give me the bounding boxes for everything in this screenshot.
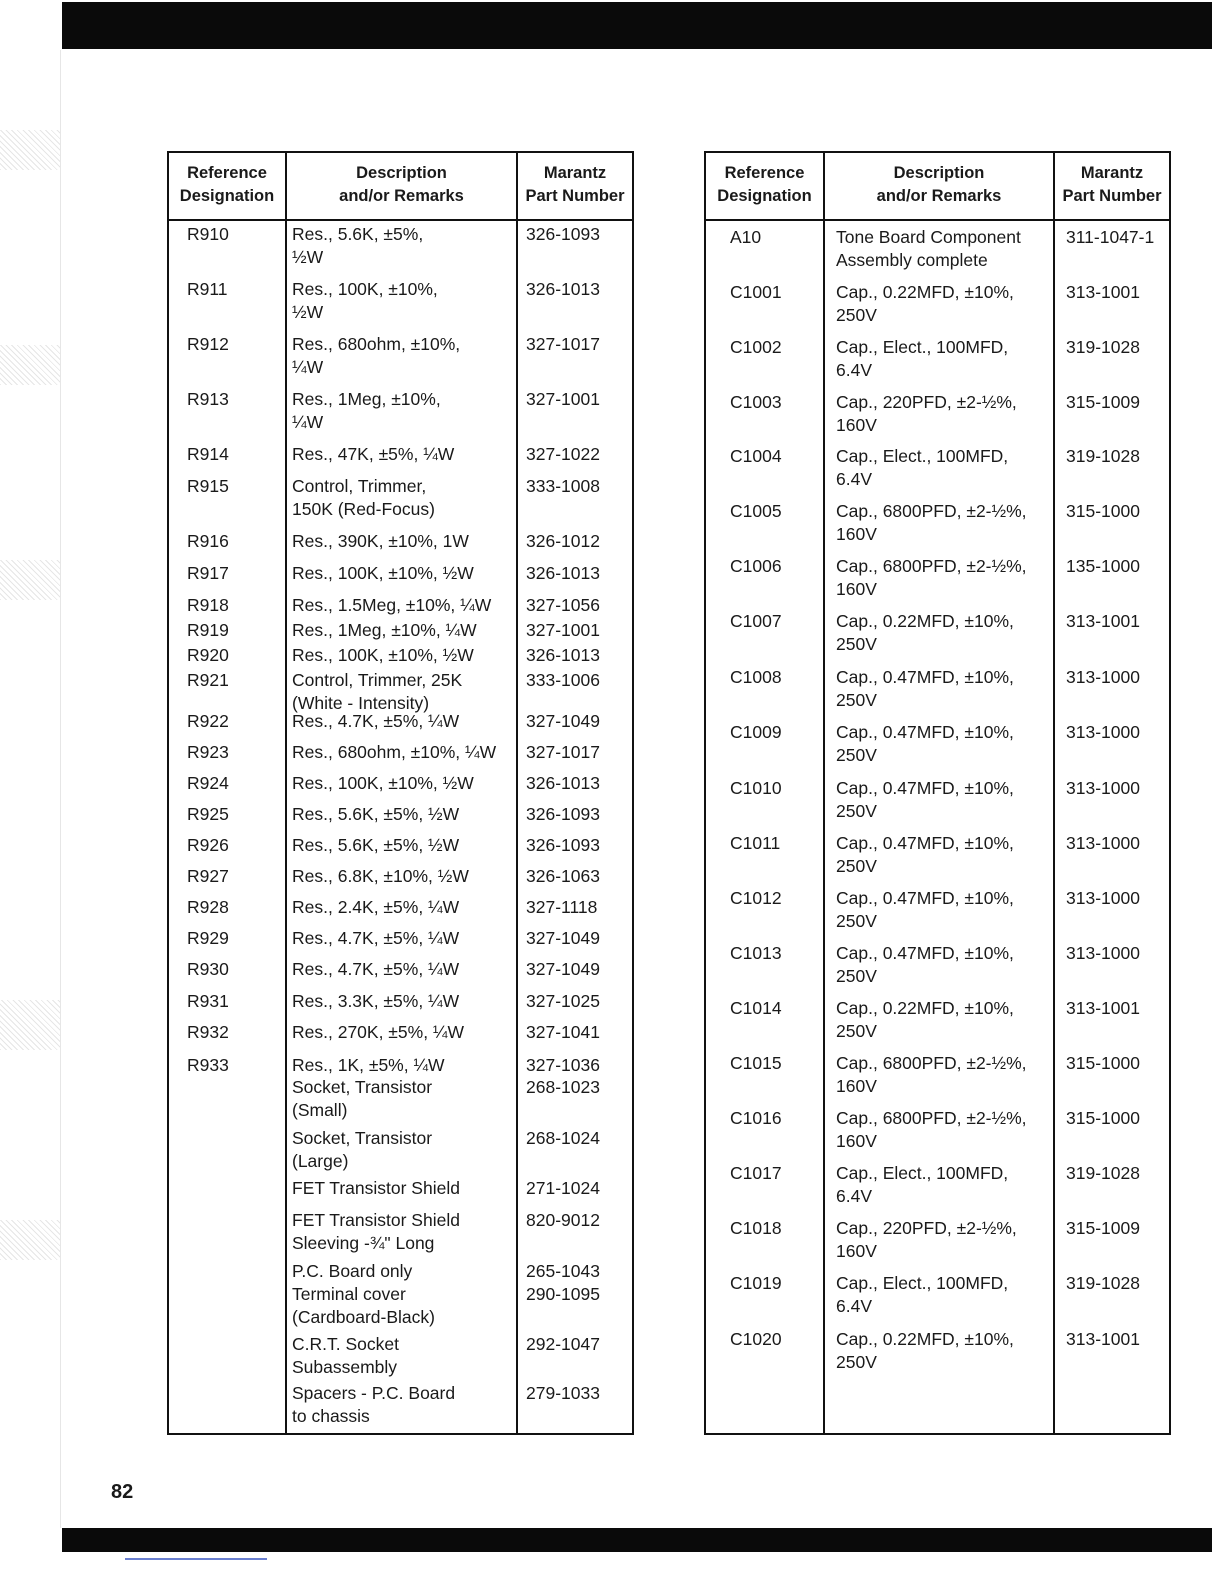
header-divider bbox=[169, 219, 632, 221]
description bbox=[292, 1054, 445, 1077]
part-number: 313-1000 bbox=[1066, 722, 1140, 742]
reference-designation: C1002 bbox=[730, 337, 782, 357]
header-text: and/or Remarks bbox=[339, 187, 464, 205]
description-line: Tone Board Component bbox=[836, 227, 1021, 247]
part-number: 313-1001 bbox=[1066, 998, 1140, 1018]
part-number: 820-9012 bbox=[526, 1210, 600, 1230]
part-number: 313-1001 bbox=[1066, 1329, 1140, 1349]
description bbox=[836, 1162, 1008, 1208]
description-line: Sleeving -¾" Long bbox=[292, 1233, 435, 1253]
description-line: Res., 100K, ±10%, bbox=[292, 279, 438, 299]
description-line: Res., 4.7K, ±5%, ¼W bbox=[292, 928, 460, 948]
header-text: Designation bbox=[179, 187, 275, 205]
description-line: (Small) bbox=[292, 1100, 348, 1120]
reference-designation: R926 bbox=[187, 835, 229, 855]
page-number: 82 bbox=[111, 1481, 134, 1503]
description-line: ½W bbox=[292, 247, 324, 267]
part-number: 327-1041 bbox=[526, 1022, 600, 1042]
left-margin-line bbox=[60, 50, 61, 1528]
description-line: Cap., 0.22MFD, ±10%, bbox=[836, 282, 1014, 302]
description-line: 160V bbox=[836, 1131, 877, 1151]
part-number: 333-1008 bbox=[526, 476, 600, 496]
description-line: Res., 270K, ±5%, ¼W bbox=[292, 1022, 465, 1042]
description-line: Res., 1.5Meg, ±10%, ¼W bbox=[292, 595, 492, 615]
part-number: 327-1049 bbox=[526, 928, 600, 948]
reference-designation: R914 bbox=[187, 444, 229, 464]
description bbox=[836, 887, 1014, 933]
description bbox=[836, 336, 1008, 382]
description-line: 250V bbox=[836, 856, 877, 876]
description bbox=[836, 281, 1014, 327]
reference-designation: R911 bbox=[187, 279, 228, 299]
description-line: Res., 390K, ±10%, 1W bbox=[292, 531, 469, 551]
description bbox=[292, 927, 459, 950]
part-number: 315-1009 bbox=[1066, 392, 1140, 412]
header-part-number bbox=[1055, 153, 1169, 217]
part-number: 313-1000 bbox=[1066, 888, 1140, 908]
part-number: 313-1000 bbox=[1066, 833, 1140, 853]
description bbox=[292, 443, 454, 466]
reference-designation: R932 bbox=[187, 1022, 229, 1042]
description-line: Socket, Transistor bbox=[292, 1128, 433, 1148]
reference-designation: R910 bbox=[187, 224, 229, 244]
description bbox=[292, 710, 459, 733]
header-description bbox=[825, 153, 1053, 217]
description bbox=[836, 1107, 1027, 1153]
reference-designation: C1017 bbox=[730, 1163, 782, 1183]
reference-designation: R919 bbox=[187, 620, 229, 640]
reference-designation: C1004 bbox=[730, 446, 782, 466]
header-text: Description bbox=[893, 164, 985, 182]
part-number: 327-1001 bbox=[526, 389, 600, 409]
description-line: Res., 5.6K, ±5%, ½W bbox=[292, 804, 460, 824]
part-number: 290-1095 bbox=[526, 1284, 600, 1304]
header-reference-designation bbox=[169, 153, 285, 217]
header-text: Designation bbox=[717, 187, 812, 205]
reference-designation: R921 bbox=[187, 670, 229, 690]
description-line: Terminal cover bbox=[292, 1284, 406, 1304]
reference-designation: R929 bbox=[187, 928, 229, 948]
column-divider bbox=[516, 153, 518, 1433]
part-number: 327-1049 bbox=[526, 959, 600, 979]
description bbox=[292, 475, 435, 521]
bottom-black-bar bbox=[62, 1528, 1212, 1552]
description-line: Res., 680ohm, ±10%, bbox=[292, 334, 461, 354]
description bbox=[292, 278, 438, 324]
description bbox=[292, 772, 474, 795]
description-line: 250V bbox=[836, 911, 877, 931]
description bbox=[292, 562, 474, 585]
part-number: 327-1017 bbox=[526, 742, 600, 762]
part-number: 327-1056 bbox=[526, 595, 600, 615]
reference-designation: C1006 bbox=[730, 556, 782, 576]
description bbox=[292, 333, 460, 379]
part-number: 326-1093 bbox=[526, 224, 600, 244]
reference-designation: C1001 bbox=[730, 282, 782, 302]
reference-designation: A10 bbox=[730, 227, 762, 247]
description-line: 160V bbox=[836, 1241, 877, 1261]
description-line: 160V bbox=[836, 524, 877, 544]
reference-designation: C1003 bbox=[730, 392, 782, 412]
description bbox=[836, 721, 1014, 767]
part-number: 319-1028 bbox=[1066, 337, 1140, 357]
scan-speckle bbox=[0, 1220, 60, 1260]
description-line: FET Transistor Shield bbox=[292, 1178, 460, 1198]
description-line: Res., 4.7K, ±5%, ¼W bbox=[292, 711, 460, 731]
description-line: Cap., 6800PFD, ±2-½%, bbox=[836, 501, 1027, 521]
description-line: Res., 100K, ±10%, ½W bbox=[292, 563, 474, 583]
description-line: Cap., 0.47MFD, ±10%, bbox=[836, 778, 1014, 798]
part-number: 268-1024 bbox=[526, 1128, 600, 1148]
description-line: Res., 1K, ±5%, ¼W bbox=[292, 1055, 445, 1075]
description-line: Subassembly bbox=[292, 1357, 398, 1377]
description bbox=[292, 223, 423, 269]
description-line: Cap., 0.47MFD, ±10%, bbox=[836, 943, 1014, 963]
reference-designation: R931 bbox=[187, 991, 229, 1011]
description-line: 6.4V bbox=[836, 360, 872, 380]
description-line: 6.4V bbox=[836, 469, 872, 489]
parts-table-left bbox=[167, 151, 634, 1435]
description bbox=[292, 1260, 412, 1283]
part-number: 326-1012 bbox=[526, 531, 600, 551]
description bbox=[836, 445, 1008, 491]
description-line: Cap., 6800PFD, ±2-½%, bbox=[836, 1053, 1027, 1073]
description bbox=[292, 1382, 455, 1428]
part-number: 315-1000 bbox=[1066, 1053, 1140, 1073]
description-line: Cap., 6800PFD, ±2-½%, bbox=[836, 1108, 1027, 1128]
description-line: 250V bbox=[836, 634, 877, 654]
description-line: Cap., 0.47MFD, ±10%, bbox=[836, 722, 1014, 742]
description-line: 160V bbox=[836, 415, 877, 435]
part-number: 327-1036 bbox=[526, 1055, 600, 1075]
description-line: ¼W bbox=[292, 412, 324, 432]
description-line: Cap., Elect., 100MFD, bbox=[836, 446, 1009, 466]
description-line: Assembly complete bbox=[836, 250, 988, 270]
description bbox=[836, 777, 1014, 823]
reference-designation: C1015 bbox=[730, 1053, 782, 1073]
header-text: Marantz bbox=[1080, 164, 1144, 182]
reference-designation: R913 bbox=[187, 389, 229, 409]
description bbox=[292, 594, 491, 617]
parts-table-right bbox=[704, 151, 1171, 1435]
column-divider bbox=[1053, 153, 1055, 1433]
reference-designation: C1019 bbox=[730, 1273, 782, 1293]
description-line: Cap., 0.22MFD, ±10%, bbox=[836, 611, 1014, 631]
description-line: Res., 3.3K, ±5%, ¼W bbox=[292, 991, 460, 1011]
part-number: 319-1028 bbox=[1066, 446, 1140, 466]
header-reference-designation bbox=[706, 153, 823, 217]
part-number: 311-1047-1 bbox=[1066, 227, 1155, 247]
reference-designation: R930 bbox=[187, 959, 229, 979]
description-line: Cap., Elect., 100MFD, bbox=[836, 337, 1009, 357]
part-number: 135-1000 bbox=[1066, 556, 1140, 576]
description-line: Cap., Elect., 100MFD, bbox=[836, 1163, 1009, 1183]
column-divider bbox=[823, 153, 825, 1433]
description-line: Cap., 0.47MFD, ±10%, bbox=[836, 888, 1014, 908]
reference-designation: R918 bbox=[187, 595, 229, 615]
reference-designation: R925 bbox=[187, 804, 229, 824]
description-line: Cap., 220PFD, ±2-½%, bbox=[836, 1218, 1017, 1238]
reference-designation: C1013 bbox=[730, 943, 782, 963]
description-line: 160V bbox=[836, 579, 877, 599]
part-number: 319-1028 bbox=[1066, 1273, 1140, 1293]
part-number: 313-1001 bbox=[1066, 282, 1140, 302]
description bbox=[292, 1177, 460, 1200]
description-line: Res., 5.6K, ±5%, ½W bbox=[292, 835, 460, 855]
reference-designation: C1018 bbox=[730, 1218, 782, 1238]
part-number: 327-1017 bbox=[526, 334, 600, 354]
reference-designation: C1012 bbox=[730, 888, 782, 908]
description bbox=[836, 1328, 1014, 1374]
scan-speckle bbox=[0, 345, 60, 385]
reference-designation: C1010 bbox=[730, 778, 782, 798]
description bbox=[292, 388, 441, 434]
description-line: Res., 100K, ±10%, ½W bbox=[292, 773, 474, 793]
part-number: 315-1009 bbox=[1066, 1218, 1140, 1238]
column-divider bbox=[285, 153, 287, 1433]
description-line: Res., 2.4K, ±5%, ¼W bbox=[292, 897, 460, 917]
description bbox=[292, 1021, 464, 1044]
part-number: 315-1000 bbox=[1066, 501, 1140, 521]
reference-designation: R922 bbox=[187, 711, 229, 731]
description bbox=[836, 997, 1014, 1043]
description-line: 150K (Red-Focus) bbox=[292, 499, 435, 519]
part-number: 279-1033 bbox=[526, 1383, 600, 1403]
description bbox=[836, 226, 1021, 272]
description bbox=[836, 832, 1014, 878]
part-number: 326-1013 bbox=[526, 279, 600, 299]
description bbox=[292, 669, 462, 715]
top-black-bar bbox=[62, 2, 1212, 49]
description-line: Res., 5.6K, ±5%, bbox=[292, 224, 424, 244]
description-line: to chassis bbox=[292, 1406, 370, 1426]
header-text: Marantz bbox=[543, 164, 607, 182]
reference-designation: C1016 bbox=[730, 1108, 782, 1128]
description bbox=[292, 1283, 435, 1329]
scan-speckle bbox=[0, 130, 60, 170]
description-line: Res., 47K, ±5%, ¼W bbox=[292, 444, 455, 464]
description bbox=[292, 530, 469, 553]
part-number: 313-1000 bbox=[1066, 778, 1140, 798]
reference-designation: R933 bbox=[187, 1055, 229, 1075]
description-line: Cap., Elect., 100MFD, bbox=[836, 1273, 1009, 1293]
header-description bbox=[287, 153, 516, 217]
part-number: 326-1093 bbox=[526, 804, 600, 824]
description-line: (Cardboard-Black) bbox=[292, 1307, 435, 1327]
description bbox=[836, 1217, 1017, 1263]
description-line: ½W bbox=[292, 302, 324, 322]
description-line: Res., 1Meg, ±10%, ¼W bbox=[292, 620, 477, 640]
description bbox=[292, 1076, 432, 1122]
part-number: 265-1043 bbox=[526, 1261, 600, 1281]
description bbox=[836, 942, 1014, 988]
description-line: 6.4V bbox=[836, 1296, 872, 1316]
header-text: Part Number bbox=[1062, 187, 1162, 205]
description-line: Cap., 6800PFD, ±2-½%, bbox=[836, 556, 1027, 576]
description-line: Control, Trimmer, bbox=[292, 476, 427, 496]
reference-designation: R912 bbox=[187, 334, 229, 354]
reference-designation: R920 bbox=[187, 645, 229, 665]
description bbox=[292, 865, 469, 888]
reference-designation: R917 bbox=[187, 563, 229, 583]
scan-speckle bbox=[0, 560, 60, 600]
part-number: 327-1049 bbox=[526, 711, 600, 731]
part-number: 333-1006 bbox=[526, 670, 600, 690]
description-line: 6.4V bbox=[836, 1186, 872, 1206]
description bbox=[836, 1272, 1008, 1318]
header-text: Reference bbox=[187, 164, 267, 182]
description-line: 250V bbox=[836, 801, 877, 821]
description-line: (Large) bbox=[292, 1151, 349, 1171]
description bbox=[292, 1127, 432, 1173]
description-line: Res., 100K, ±10%, ½W bbox=[292, 645, 474, 665]
description-line: Spacers - P.C. Board bbox=[292, 1383, 456, 1403]
description-line: Cap., 0.47MFD, ±10%, bbox=[836, 667, 1014, 687]
description-line: Res., 6.8K, ±10%, ½W bbox=[292, 866, 469, 886]
description-line: 250V bbox=[836, 966, 877, 986]
description bbox=[292, 958, 459, 981]
part-number: 268-1023 bbox=[526, 1077, 600, 1097]
part-number: 326-1013 bbox=[526, 645, 600, 665]
part-number: 326-1013 bbox=[526, 563, 600, 583]
description bbox=[292, 1209, 460, 1255]
description bbox=[836, 666, 1014, 712]
description-line: 250V bbox=[836, 1021, 877, 1041]
reference-designation: R915 bbox=[187, 476, 229, 496]
reference-designation: C1014 bbox=[730, 998, 782, 1018]
scan-speckle bbox=[0, 1000, 60, 1050]
description-line: Socket, Transistor bbox=[292, 1077, 433, 1097]
part-number: 313-1000 bbox=[1066, 943, 1140, 963]
part-number: 326-1013 bbox=[526, 773, 600, 793]
description bbox=[292, 990, 459, 1013]
description bbox=[836, 555, 1027, 601]
part-number: 292-1047 bbox=[526, 1334, 600, 1354]
reference-designation: C1008 bbox=[730, 667, 782, 687]
part-number: 327-1025 bbox=[526, 991, 600, 1011]
reference-designation: R928 bbox=[187, 897, 229, 917]
description-line: Cap., 0.47MFD, ±10%, bbox=[836, 833, 1014, 853]
description-line: Cap., 220PFD, ±2-½%, bbox=[836, 392, 1017, 412]
description bbox=[292, 1333, 399, 1379]
description-line: 250V bbox=[836, 690, 877, 710]
description-line: Res., 680ohm, ±10%, ¼W bbox=[292, 742, 497, 762]
description-line: ¼W bbox=[292, 357, 324, 377]
reference-designation: C1020 bbox=[730, 1329, 782, 1349]
description-line: Cap., 0.22MFD, ±10%, bbox=[836, 1329, 1014, 1349]
part-number: 319-1028 bbox=[1066, 1163, 1140, 1183]
reference-designation: C1007 bbox=[730, 611, 782, 631]
description-line: Res., 4.7K, ±5%, ¼W bbox=[292, 959, 460, 979]
part-number: 326-1093 bbox=[526, 835, 600, 855]
header-text: and/or Remarks bbox=[876, 187, 1002, 205]
reference-designation: R927 bbox=[187, 866, 229, 886]
part-number: 326-1063 bbox=[526, 866, 600, 886]
description-line: FET Transistor Shield bbox=[292, 1210, 460, 1230]
reference-designation: C1011 bbox=[730, 833, 781, 853]
description bbox=[292, 896, 459, 919]
description-line: P.C. Board only bbox=[292, 1261, 413, 1281]
description bbox=[836, 610, 1014, 656]
reference-designation: R923 bbox=[187, 742, 229, 762]
part-number: 327-1001 bbox=[526, 620, 600, 640]
description-line: Cap., 0.22MFD, ±10%, bbox=[836, 998, 1014, 1018]
description bbox=[292, 619, 477, 642]
description-line: Res., 1Meg, ±10%, bbox=[292, 389, 441, 409]
reference-designation: R916 bbox=[187, 531, 229, 551]
header-text: Reference bbox=[724, 164, 805, 182]
description bbox=[836, 391, 1017, 437]
description-line: Control, Trimmer, 25K bbox=[292, 670, 463, 690]
part-number: 315-1000 bbox=[1066, 1108, 1140, 1128]
description-line: 250V bbox=[836, 745, 877, 765]
description bbox=[836, 500, 1027, 546]
description-line: 160V bbox=[836, 1076, 877, 1096]
description-line: 250V bbox=[836, 1352, 877, 1372]
reference-designation: R924 bbox=[187, 773, 229, 793]
description-line: (White - Intensity) bbox=[292, 693, 430, 713]
bottom-rule bbox=[125, 1558, 267, 1560]
header-part-number bbox=[518, 153, 632, 217]
description bbox=[292, 803, 459, 826]
part-number: 313-1001 bbox=[1066, 611, 1140, 631]
description bbox=[292, 741, 496, 764]
reference-designation: C1005 bbox=[730, 501, 782, 521]
reference-designation: C1009 bbox=[730, 722, 782, 742]
header-text: Description bbox=[356, 164, 447, 182]
description bbox=[292, 834, 459, 857]
description bbox=[292, 644, 474, 667]
description-line: 250V bbox=[836, 305, 877, 325]
header-text: Part Number bbox=[525, 187, 625, 205]
header-divider bbox=[706, 219, 1169, 221]
part-number: 327-1118 bbox=[526, 897, 598, 917]
description-line: C.R.T. Socket bbox=[292, 1334, 399, 1354]
part-number: 271-1024 bbox=[526, 1178, 600, 1198]
part-number: 327-1022 bbox=[526, 444, 600, 464]
description bbox=[836, 1052, 1027, 1098]
part-number: 313-1000 bbox=[1066, 667, 1140, 687]
